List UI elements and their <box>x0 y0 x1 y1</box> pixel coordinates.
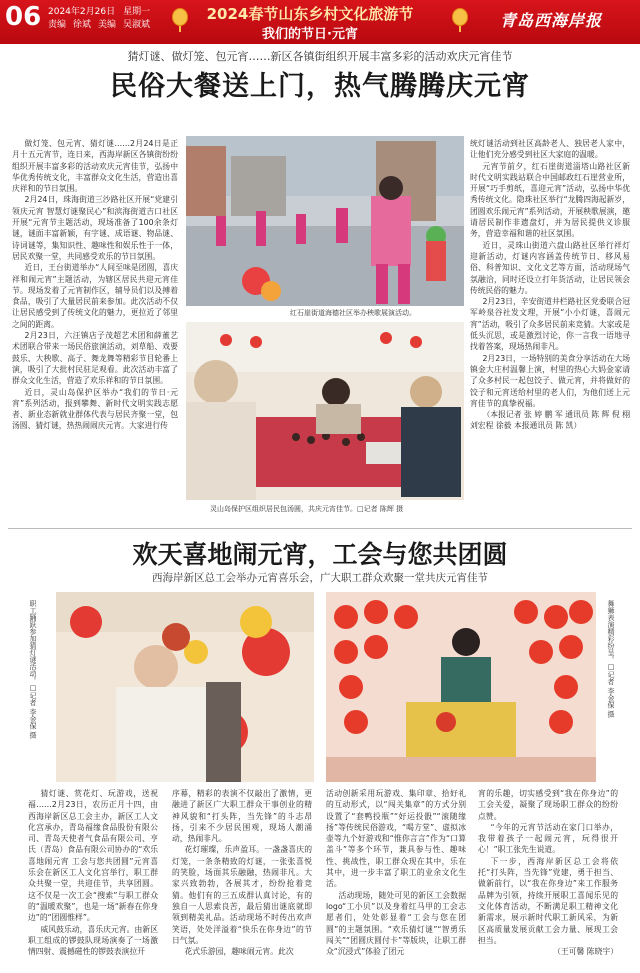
story2-column-2 <box>172 788 312 968</box>
paragraph: 2月23日，六汪镇店子茂超艺术团和薛董艺术团联合带来一场民俗旅演活动，刘草船、戏要鼓乐、大秧歌、高子、舞龙舞等精彩节目轮番上演，吸引了大批村民驻足观看。此次活动丰富了群众文化生活，营造了欢乐祥和的节日氛围。 <box>12 331 178 386</box>
paragraph: 近日，王台街道举办“人间至味是团圆，喜庆祥和闹元宵”主题活动，为辖区居民共迎元宵佳节。现场发着了元宵制作区，辅导员们以及搏着食品，吸引了大量居民前来参加。此次活动不仅让居民感受到了传统文化的魅力，更拉近了邻里之间的距离。 <box>12 263 178 329</box>
story1-headline: 民俗大餐送上门，热气腾腾庆元宵 <box>110 71 530 102</box>
editor-role-2: 美编 <box>98 20 117 30</box>
photo-riddle-guessing <box>56 592 314 782</box>
photo-making-tangyuan <box>186 322 464 500</box>
paragraph: 近日，灵山岛保护区举办“我们的节日·元宵”系列活动，报到攀舞、新时代文明实践志愿者、新业态新就业群体代表与居民齐聚一堂，包汤圆、猜灯谜，热热闹闹庆元宵。大家进行传 <box>12 387 178 431</box>
paragraph: 花式乐游园，趣味闹元宵。此次 <box>184 947 294 957</box>
paragraph: 下一步，西海岸新区总工会将依托“打头阵，当先锋”党建，勇于担当、做新前行，以“我在你身边”来工作服务品牌为引领，持续开展职工喜闻乐见的文化体育活动，不断满足职工精神文化新需求，展示新时代职工新风采，为新区高质量发展贡献工会力量、展现工会担当。 <box>478 856 618 945</box>
paragraph: 2月23日，一场特别的美食分享活动在大场镇金大庄村温馨上演，村里的热心大妈金家请了众多村民一起包饺子、做元宵，并将做好的饺子和元宵送给村里的老人们，为他们送上元宵佳节的真挚祝福。 <box>470 353 630 408</box>
page-number: 06 <box>5 2 42 32</box>
paragraph: 元宵节前夕，红石崖街道淄塔山路社区新时代文明实践站联合中国邮政红石崖营业所，开展“巧手剪纸，喜迎元宵”活动，弘扬中华优秀传统文化。隐珠社区举行“龙腾四海起新岁，团圆欢乐闹元宵”系列活动，开展秧歌展演，邀请居民制作非遗盘灯，并为居民提供义诊服务，营造幸福和谐的社区氛围。 <box>470 161 630 239</box>
byline: （王可馨 陈晓宇） <box>553 947 618 957</box>
story2-column-4 <box>478 788 618 968</box>
section-subtitle: 我们的节日·元宵 <box>262 27 358 42</box>
paragraph: 2月23日，辛安街道井栏路社区党委联合冠军岭泉谷社发文理，开展“小小灯谜，喜闹元宵”活动，吸引了众多居民前来竞猜。大家或是低头沉思，或是激烈讨论，你一言我一语地寻找着答案，现场热闹非凡。 <box>470 297 630 352</box>
paragraph: 2月24日，珠海街道三沙路社区开展“党建引领庆元宵 智慧灯谜聚民心”和滨海街道吉口社区开展“元宵节主题活动，现场准备了100余条灯谜，谜面丰富新颖，有字谜、成语谜、物品谜、诗词谜等，集知识性、趣味性和娱乐性于一体，居民欢聚一堂，共同感受欢乐的节日氛围。 <box>12 195 178 261</box>
editor-name-1: 徐斌 <box>73 20 92 30</box>
issue-weekday: 星期一 <box>123 7 151 17</box>
paragraph: 威风鼓乐动，喜乐庆元宵。由新区职工组成的锣鼓队现场演奏了一场激情四射、震撼磁性的锣鼓表演拉开 <box>28 924 158 957</box>
paragraph: 近日，灵珠山街道六盘山路社区举行祥灯迎新活动，灯谜内容涵盖传统节日、移风易俗、科普知识、文化文艺等方面，活动现场气氛融洽，同时还设立打年货活动，让居民领会传统民俗的魅力。 <box>470 240 630 295</box>
photo-lion-dance <box>326 592 596 782</box>
section-title: 2024春节山东乡村文化旅游节 <box>206 5 414 23</box>
paragraph: 猜灯谜、赏花灯、玩游戏，送祝福……2月23日，农历正月十四，由西海岸新区总工会主办，新区工人文化宫承办，青岛福缘食品股份有限公司、青岛天使者气食品有限公司、亨氏（青岛）食品有限公司协办的“欢乐喜地闹元宵 工会与您共团圆”元宵喜乐会在新区工人文化宫举行，职工群众共聚一堂，共迎佳节，共享团圆。这不仅是一次工会“搜索”与职工群众的“温暖欢聚”，也是一场“新春在你身边”的“团圆惟样”。 <box>28 789 158 923</box>
byline: （本报记者 张 婷 鹏 军 通讯员 陈 辉 倪 栩 刘宏程 徐毅 本报通讯员 陈 凯） <box>470 410 630 431</box>
editor-name-2: 吴淑斌 <box>123 20 151 30</box>
story2-subtitle: 西海岸新区总工会举办元宵喜乐会，广大职工群众欢聚一堂共庆元宵佳节 <box>152 572 488 584</box>
photo3-caption: 职工踊跃参加猜灯谜活动。□记者 李金保 摄 <box>29 600 37 739</box>
photo-yangge-dance <box>186 136 464 306</box>
issue-date: 2024年2月26日 <box>48 7 116 17</box>
photo4-caption: 舞狮表演精彩纷呈。□记者 李金保 摄 <box>607 600 615 718</box>
story2-headline: 欢天喜地闹元宵，工会与您共团圆 <box>132 540 508 569</box>
photo2-caption: 灵山岛保护区组织居民包汤圆，共庆元宵佳节。□记者 陈辉 摄 <box>210 505 404 513</box>
paragraph: 宵的乐趣，切实感受到“我在你身边”的工会关爱，凝聚了现场职工群众的纷纷点赞。 <box>478 789 618 821</box>
photo1-caption: 红石崖街道海德社区举办秧歌展演活动。 <box>290 309 416 317</box>
lantern-icon <box>452 8 468 26</box>
story2-column-1 <box>28 788 158 968</box>
paragraph: 序幕，精彩的表演不仅敲出了激情，更融进了新区广大职工群众干事创业的精神风貌和“打头阵，当先锋”的斗志昂扬，引来不少居民围观，现场人潮涌动，热闹非凡。 <box>172 789 312 844</box>
story2-column-3 <box>326 788 466 968</box>
issue-meta <box>48 6 168 32</box>
paragraph: 花灯璀璨，乐声盈耳。一盏盏喜庆的灯笼，一条条精致的灯谜，一张张喜悦的笑脸，场面其乐融融，热闹非凡。大家兴致勃勃，各展其才，纷纷抢着竞猜。他们有的三五成群认真讨论，有的独自一人思索良苦，最后猜出谜底就即领到精美礼品。活动现场不时传出欢声笑语，处处洋溢着“快乐在你身边”的节日气氛。 <box>172 845 312 945</box>
paragraph: 活动现场，随处可见的新区工会数据logo“工小贝”以及身着红马甲的工会志愿者们，处处彰显着“工会与您在团圆”的主题氛围。“欢乐猜灯谜”“智勇乐闯关”“团圆庆圆付卡”等版块，让职工群众“沉浸式”体验了团元 <box>326 890 466 957</box>
paragraph: “今年的元宵节活动在家门口举办，我带着孩子一起闹元宵，玩得很开心！”职工张先生说道。 <box>478 822 618 855</box>
newspaper-logo: 青岛西海岸报 <box>500 11 603 30</box>
story1-left-column <box>12 138 178 518</box>
paragraph: 活动创新采用玩游戏、集印章、拾好礼的互动形式，以“闯关集章”的方式分别设置了“套鸭投瓶”“好运投骰”“滚随缘扬”等传统民俗游戏，“喝方堂”、虚拟冰壶等九个好游戏和“惟你言言”作为“口算盖斗”等多个环节，兼具参与性、趣味性、挑战性，职工群众现在其中，乐在其中，进一步丰富了职工的业余文化生活。 <box>326 789 466 889</box>
paragraph: 做灯笼、包元宵、猜灯谜……2月24日是正月十五元宵节，连日来，西海岸新区各镇街纷纷组织开展丰富多彩的活动欢庆元宵佳节，弘扬中华优秀传统文化，丰富群众文化生活，营造出喜庆祥和的节日氛围。 <box>12 139 178 194</box>
editor-role-1: 责编 <box>48 20 67 30</box>
story1-right-column <box>470 138 630 518</box>
masthead-banner <box>0 0 640 44</box>
paragraph: 统灯谜活动到社区高龄老人、独居老人家中，让他们充分感受到社区大家庭的温暖。 <box>470 139 630 160</box>
story1-subtitle: 猜灯谜、做灯笼、包元宵……新区各镇街组织开展丰富多彩的活动欢庆元宵佳节 <box>127 50 513 63</box>
section-divider <box>8 528 632 529</box>
